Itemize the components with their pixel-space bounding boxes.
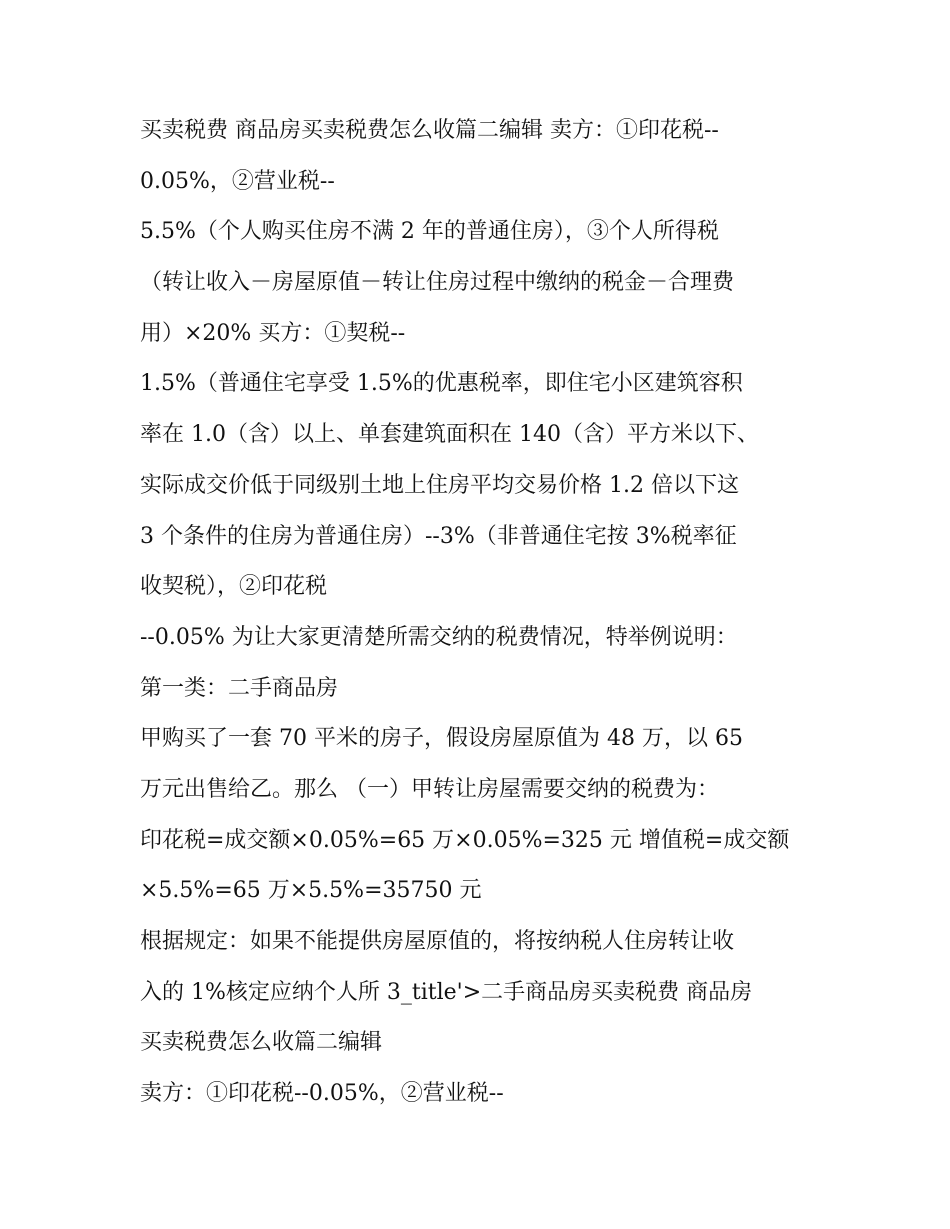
text-line: 3 个条件的住房为普通住房）--3%（非普通住宅按 3%税率征 (140, 523, 737, 549)
text-line: 率在 1.0（含）以上、单套建筑面积在 140（含）平方米以下、 (140, 422, 759, 448)
text-line: 万元出售给乙。那么 （一）甲转让房屋需要交纳的税费为： (140, 776, 719, 802)
text-line: （转让收入－房屋原值－转让住房过程中缴纳的税金－合理费 (140, 270, 735, 296)
text-line: ×5.5%=65 万×5.5%=35750 元 (140, 878, 482, 904)
text-line: 用）×20% 买方：①契税-- (140, 320, 406, 346)
text-line: 0.05%，②营业税-- (140, 168, 335, 194)
text-line: 实际成交价低于同级别土地上住房平均交易价格 1.2 倍以下这 (140, 472, 739, 498)
text-line: --0.05% 为让大家更清楚所需交纳的税费情况，特举例说明： (140, 624, 738, 650)
text-line: 买卖税费怎么收篇二编辑 (140, 1030, 383, 1056)
document-body (140, 106, 820, 1120)
text-line: 5.5%（个人购买住房不满 2 年的普通住房），③个人所得税 (140, 219, 719, 245)
text-line: 入的 1%核定应纳个人所 3_title'>二手商品房买卖税费 商品房 (140, 979, 753, 1005)
text-line: 买卖税费 商品房买卖税费怎么收篇二编辑 卖方：①印花税-- (140, 118, 719, 143)
text-line: 卖方：①印花税--0.05%，②营业税-- (140, 1081, 504, 1107)
text-line: 第一类：二手商品房 (140, 675, 339, 701)
text-line: 1.5%（普通住宅享受 1.5%的优惠税率，即住宅小区建筑容积 (140, 371, 743, 397)
text-line: 甲购买了一套 70 平米的房子，假设房屋原值为 48 万，以 65 (140, 726, 743, 752)
text-line: 印花税=成交额×0.05%=65 万×0.05%=325 元 增值税=成交额 (140, 827, 790, 853)
text-line: 收契税），②印花税 (140, 574, 328, 600)
text-line: 根据规定：如果不能提供房屋原值的，将按纳税人住房转让收 (140, 929, 735, 954)
